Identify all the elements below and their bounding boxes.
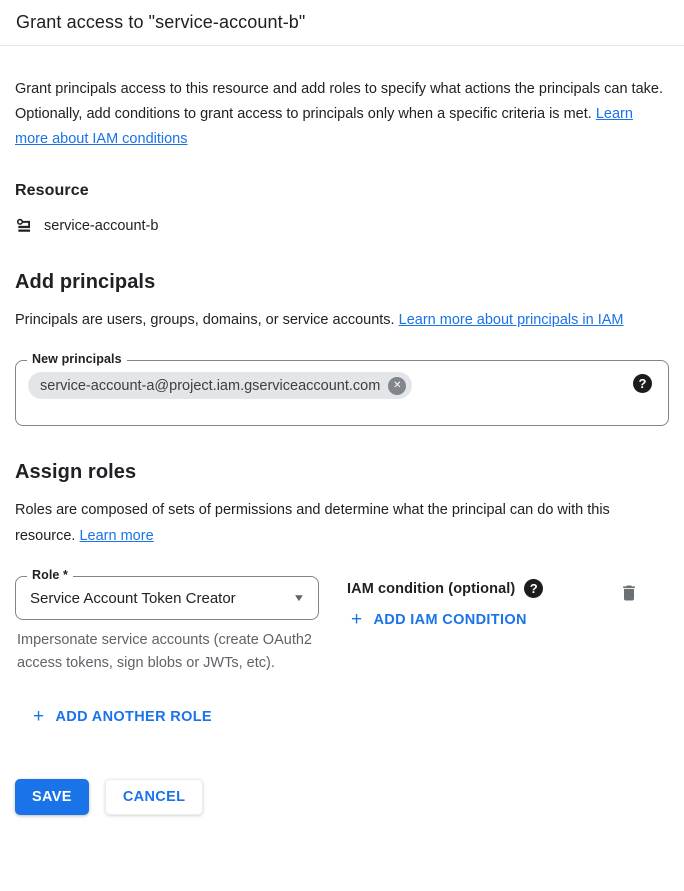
role-row [15,568,669,675]
intro-text-body: Grant principals access to this resource and add roles to specify what actions the principals can take. Optionally, add conditions to grant access to principals only when a specific criteria is met. [15,81,663,122]
add-another-role-button[interactable] [33,707,212,726]
add-another-role-label: ADD ANOTHER ROLE [55,708,212,725]
plus-icon: + [33,706,45,727]
learn-more-roles-link[interactable]: Learn more [79,528,154,544]
plus-icon: + [351,609,363,630]
principals-description-body: Principals are users, groups, domains, or service accounts. [15,312,399,328]
chevron-down-icon: ▼ [292,592,306,604]
add-iam-condition-label: ADD IAM CONDITION [373,611,527,628]
dialog-body [0,77,684,815]
role-column [15,568,319,675]
trash-icon [619,582,639,607]
add-principals-heading: Add principals [15,271,156,293]
delete-role-button[interactable] [618,583,640,605]
dialog-header [0,0,684,46]
add-iam-condition-button[interactable] [351,610,527,629]
page-title: Grant access to "service-account-b" [16,12,306,32]
role-select-value: Service Account Token Creator [30,589,236,607]
iam-condition-column [347,576,618,630]
resource-heading: Resource [15,182,89,199]
principals-help-icon[interactable]: ? [633,374,652,393]
principals-description [15,307,663,333]
chip-remove-icon[interactable]: ✕ [388,377,406,395]
iam-condition-label: IAM condition (optional) [347,580,516,597]
resource-name: service-account-b [44,218,159,234]
resource-row [15,216,669,236]
role-description: Impersonate service accounts (create OAuth2 access tokens, sign blobs or JWTs, etc). [17,632,312,671]
new-principals-label: New principals [27,352,127,366]
dialog-actions [15,779,669,815]
roles-description-body: Roles are composed of sets of permissions and determine what the principal can do with this resource. [15,502,610,544]
service-account-icon [15,216,35,236]
cancel-button[interactable]: CANCEL [105,779,204,815]
intro-text [15,77,663,152]
roles-description [15,497,663,549]
save-button[interactable]: SAVE [15,779,89,815]
assign-roles-heading: Assign roles [15,461,137,483]
principal-chip [28,372,412,399]
learn-more-principals-link[interactable]: Learn more about principals in IAM [398,312,624,328]
principal-chip-text: service-account-a@project.iam.gserviceaccount.com [40,377,381,394]
learn-more-iam-conditions-link[interactable]: Learn more about IAM conditions [15,106,633,147]
iam-condition-label-row [347,579,618,598]
new-principals-field[interactable] [15,352,669,426]
iam-condition-help-icon[interactable]: ? [524,579,543,598]
role-select-label: Role * [27,568,73,582]
role-select[interactable] [15,568,319,620]
